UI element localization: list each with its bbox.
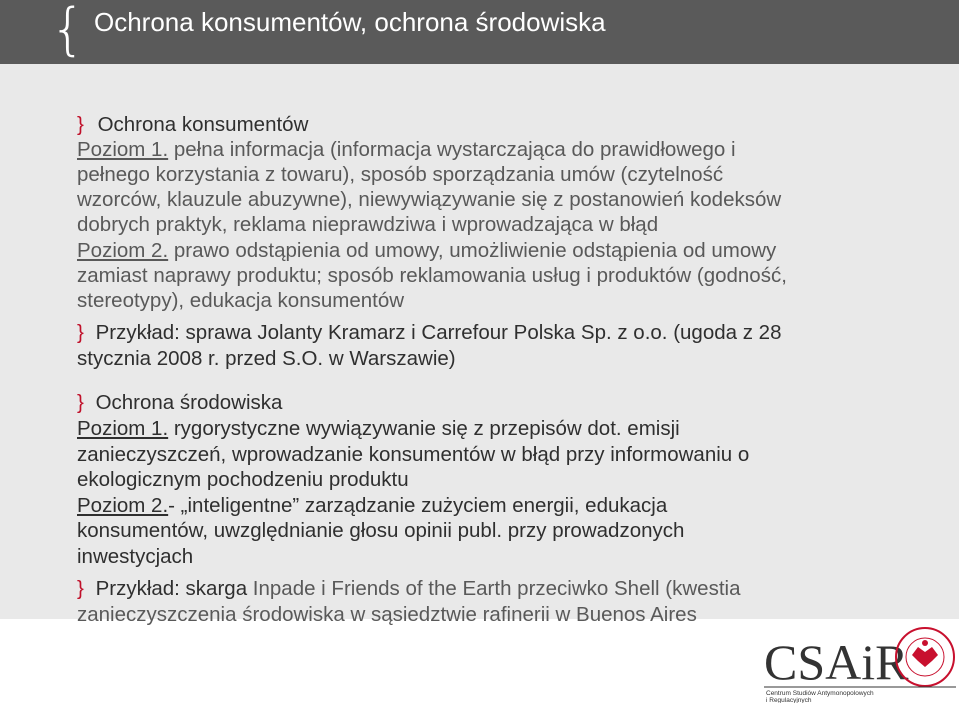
level-label: Poziom 1. — [77, 417, 169, 440]
section2-example-line-2: zanieczyszczenia środowiska w sąsiedztwie rafinerii w Buenos Aires — [77, 603, 697, 626]
level-label: Poziom 1. — [77, 138, 169, 161]
section2-example-line-1: } Przykład: skarga Inpade i Friends of the Earth przeciwko Shell (kwestia — [77, 577, 741, 600]
section1-level1-line-2: pełnego korzystania z towaru), sposób sporządzania umów (czytelność — [77, 163, 724, 186]
section1-level2-line-1: Poziom 2. prawo odstąpienia od umowy, umożliwienie odstąpienia od umowy — [77, 239, 777, 262]
section2-heading: Ochrona środowiska — [95, 391, 283, 414]
title-bar — [0, 0, 959, 64]
bullet-icon: } — [77, 321, 84, 344]
section2-heading-line — [77, 391, 282, 415]
slide-title: Ochrona konsumentów, ochrona środowiska — [94, 7, 606, 37]
csair-logo-graphic — [762, 619, 958, 703]
section2-level2-line-3: inwestycjach — [77, 545, 194, 568]
section1-example-line-1: } Przykład: sprawa Jolanty Kramarz i Carrefour Polska Sp. z o.o. (ugoda z 28 — [77, 321, 782, 344]
section1-level2-line-3: stereotypy), edukacja konsumentów — [77, 289, 405, 312]
level-label: Poziom 2. — [77, 494, 169, 517]
section1-example-line-2: stycznia 2008 r. przed S.O. w Warszawie) — [77, 347, 456, 370]
section2-level2-line-1: Poziom 2.- „inteligentne” zarządzanie zużyciem energii, edukacja — [77, 494, 668, 517]
section1-level1-line-1: Poziom 1. pełna informacja (informacja wystarczająca do prawidłowego i — [77, 138, 736, 161]
bullet-icon: } — [77, 113, 84, 136]
section1-level1-line-4: dobrych praktyk, reklama nieprawdziwa i wprowadzająca w błąd — [77, 213, 659, 236]
bullet-icon: } — [77, 577, 84, 600]
section2-level1-line-3: ekologicznym pochodzeniu produktu — [77, 468, 409, 491]
section1-level1-line-3: wzorców, klauzule abuzywne), niewywiązywanie się z postanowień kodeksów — [77, 188, 782, 211]
section1-heading: Ochrona konsumentów — [97, 113, 309, 136]
level-label: Poziom 2. — [77, 239, 169, 262]
title-brace: { — [50, 0, 86, 62]
logo-text: CSAiR — [764, 634, 909, 690]
section1-level2-line-2: zamiast naprawy produktu; sposób reklamowania usług i produktów (godność, — [77, 264, 787, 287]
logo-subtitle-1: Centrum Studiów Antymonopolowych — [766, 690, 874, 697]
section1-heading-line — [77, 113, 308, 137]
section2-level1-line-2: zanieczyszczeń, wprowadzanie konsumentów w błąd przy informowaniu o — [77, 443, 750, 466]
bullet-icon: } — [77, 391, 84, 414]
section2-level2-line-2: konsumentów, uwzględnianie głosu opinii publ. przy prowadzonych — [77, 519, 685, 542]
csair-logo — [762, 619, 958, 703]
logo-subtitle-2: i Regulacyjnych — [766, 697, 812, 703]
section2-level1-line-1: Poziom 1. rygorystyczne wywiązywanie się z przepisów dot. emisji — [77, 417, 680, 440]
example-label: Przykład: skarga — [95, 577, 248, 600]
